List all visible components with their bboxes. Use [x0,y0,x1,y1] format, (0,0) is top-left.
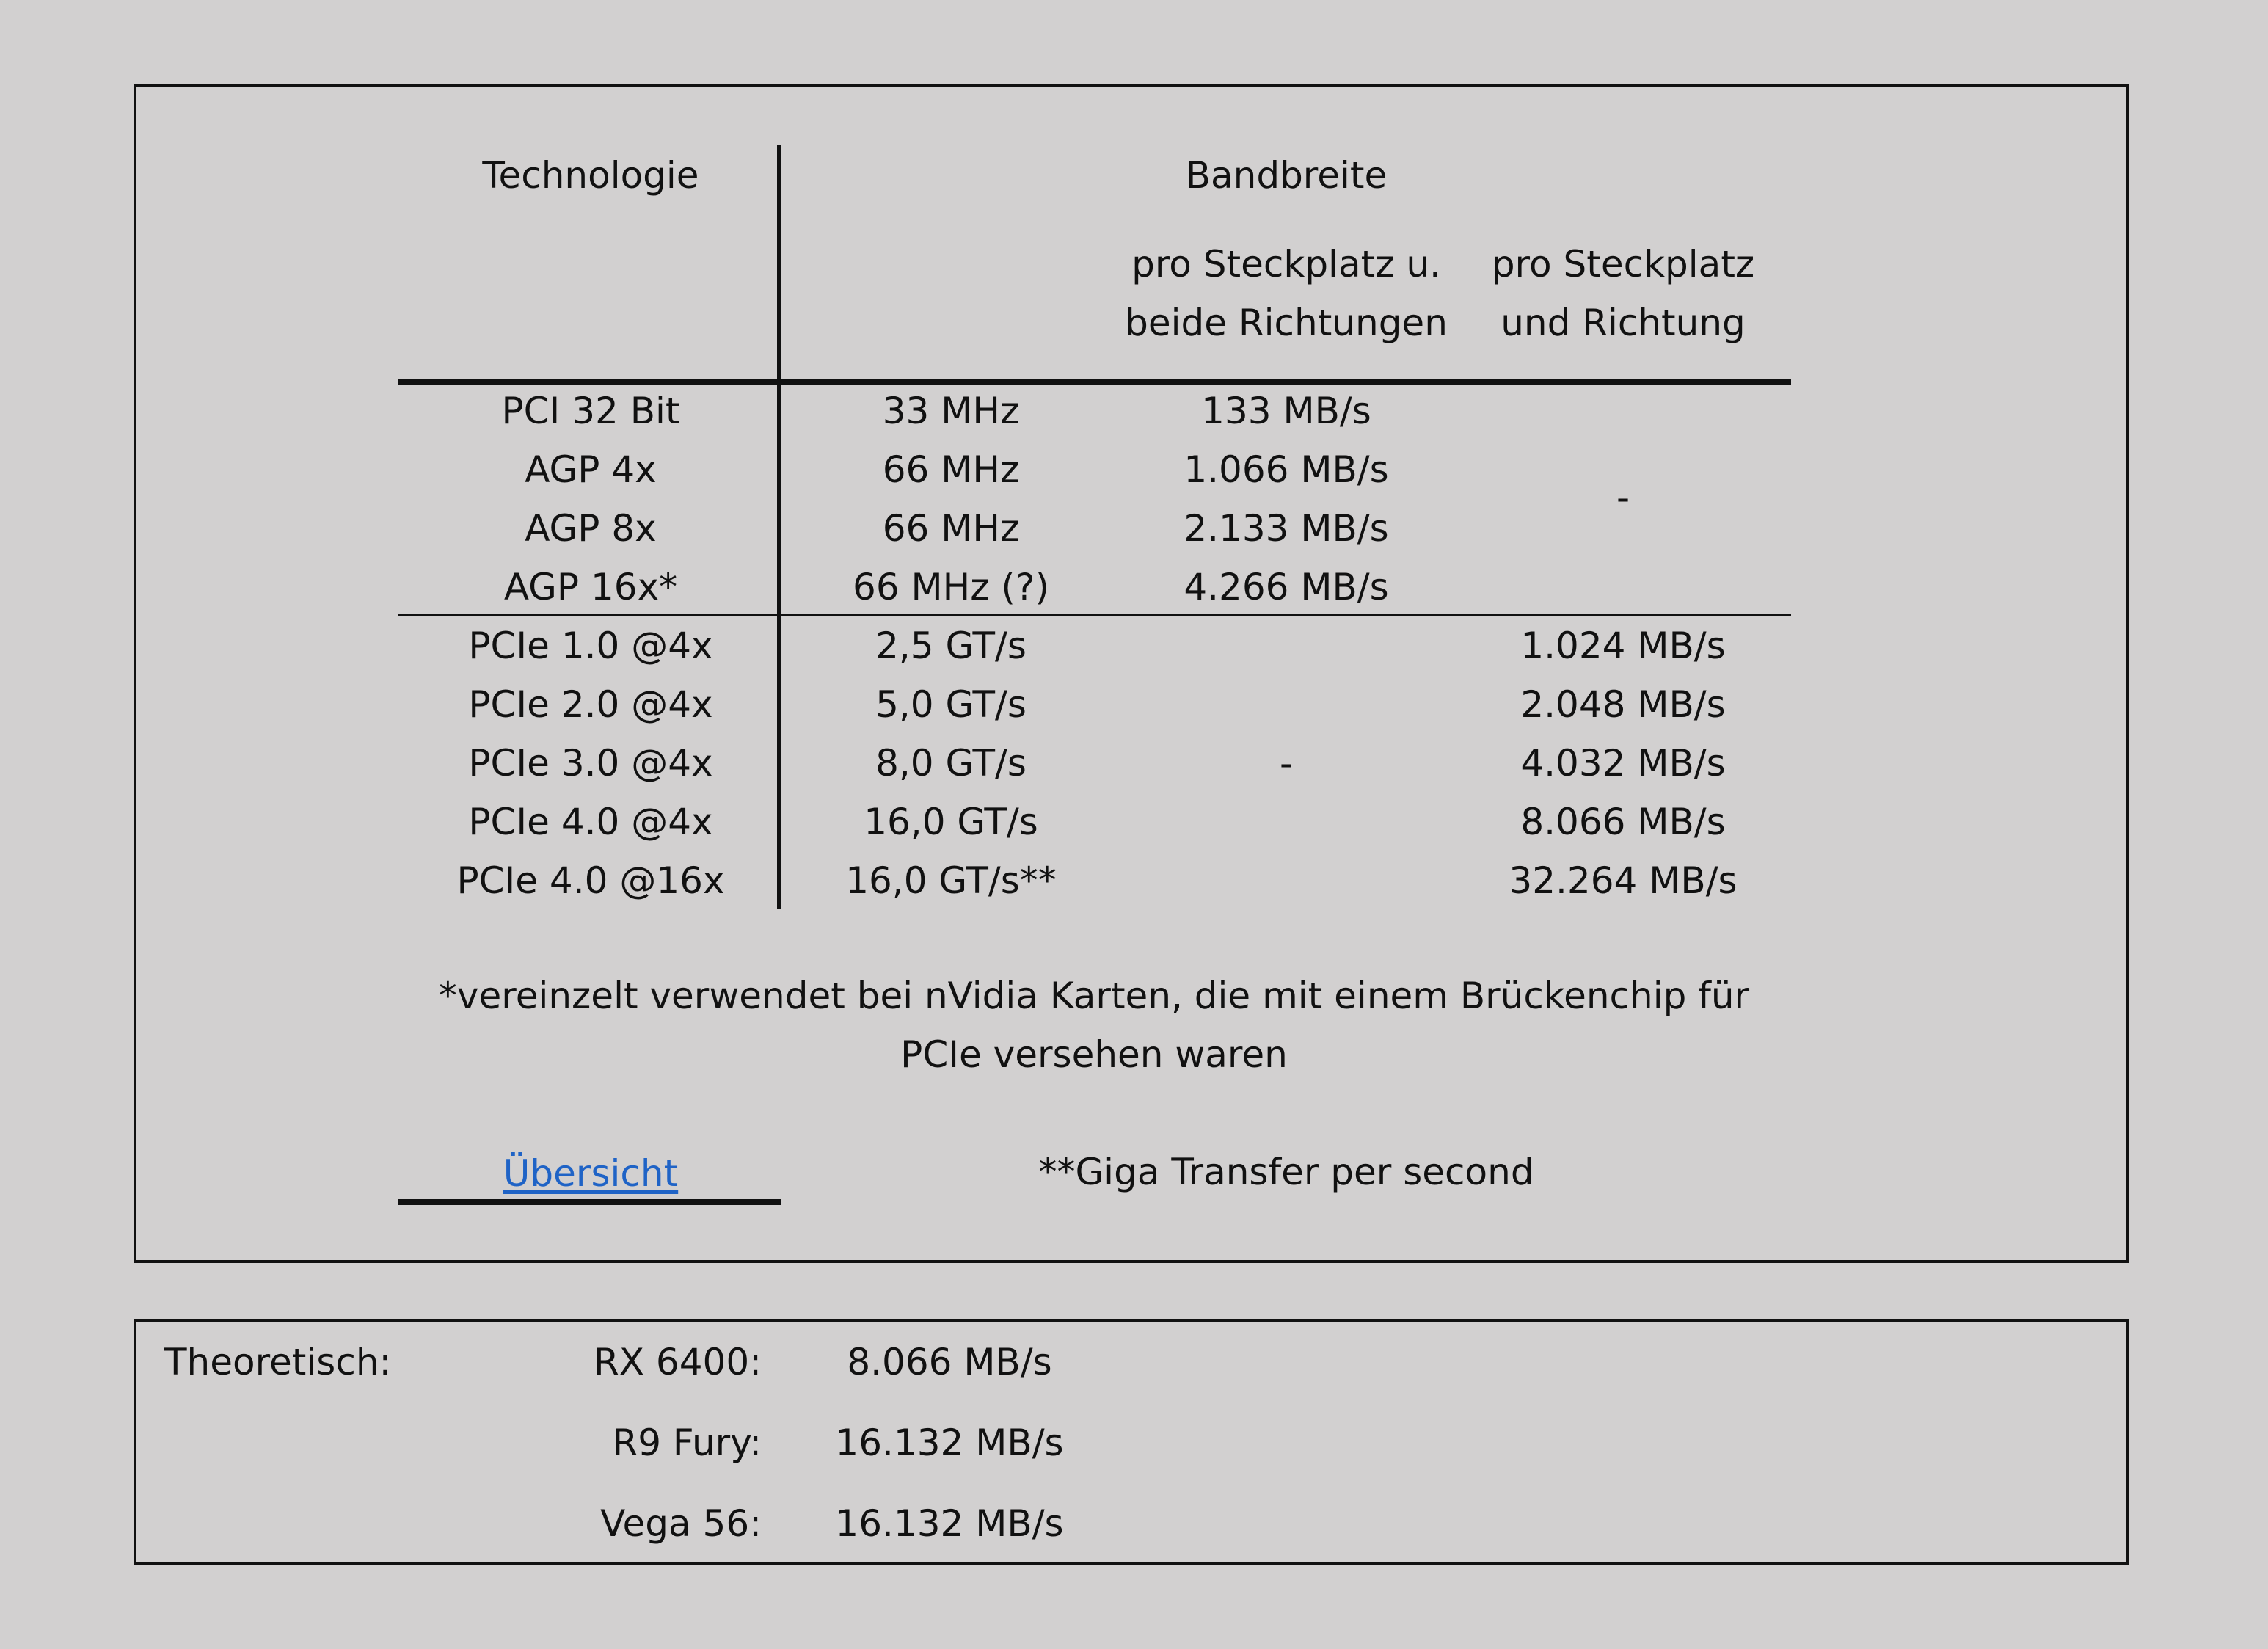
row-technology: PCIe 4.0 @16x [456,859,725,902]
footnote-nvidia-line2: PCIe versehen waren [900,1033,1288,1076]
footnote-giga-transfer: **Giga Transfer per second [1038,1151,1534,1193]
row-bandwidth-one: 1.024 MB/s [1520,625,1726,667]
row-bandwidth-both: 133 MB/s [1201,390,1371,432]
row-technology: AGP 4x [525,448,657,491]
header-technologie: Technologie [482,154,699,197]
header-bandbreite: Bandbreite [1185,154,1388,197]
theoretical-label: Theoretisch: [164,1341,392,1383]
row-clock: 5,0 GT/s [875,683,1027,726]
row-technology: PCI 32 Bit [501,390,680,432]
row-bandwidth-both: 1.066 MB/s [1184,448,1389,491]
footnote-nvidia-line1: *vereinzelt verwendet bei nVidia Karten, die mit einem Brückenchip für [438,975,1750,1017]
row-clock: 66 MHz (?) [853,566,1049,608]
row-clock: 16,0 GT/s** [845,859,1057,902]
theoretical-value: 8.066 MB/s [847,1341,1052,1383]
overview-link[interactable] [503,1144,678,1203]
row-technology: PCIe 3.0 @4x [468,742,713,785]
row-technology: AGP 8x [525,507,657,550]
row-technology: PCIe 4.0 @4x [468,801,713,843]
row-clock: 2,5 GT/s [875,625,1027,667]
row-bandwidth-one: 32.264 MB/s [1509,859,1738,902]
row-clock: 66 MHz [882,448,1020,491]
theoretical-box [134,1319,2129,1565]
row-bandwidth-both: 2.133 MB/s [1184,507,1389,550]
row-clock: 16,0 GT/s [864,801,1038,843]
row-bandwidth-both: 4.266 MB/s [1184,566,1389,608]
vertical-divider [777,145,781,909]
row-bandwidth-one: 8.066 MB/s [1520,801,1726,843]
row-clock: 33 MHz [882,390,1020,432]
theoretical-value: 16.132 MB/s [835,1502,1064,1545]
row-bandwidth-one: 2.048 MB/s [1520,683,1726,726]
row-technology: AGP 16x* [503,566,678,608]
subheader-one-direction-line2: und Richtung [1501,302,1746,344]
subheader-one-direction-line1: pro Steckplatz [1491,243,1755,285]
theoretical-card: R9 Fury: [612,1422,762,1464]
agp-no-per-direction-dash: - [1616,476,1630,519]
row-technology: PCIe 1.0 @4x [468,625,713,667]
row-bandwidth-one: 4.032 MB/s [1520,742,1726,785]
subheader-both-directions-line2: beide Richtungen [1125,302,1448,344]
overview-underline-rule [398,1199,781,1205]
theoretical-card: RX 6400: [594,1341,762,1383]
row-clock: 8,0 GT/s [875,742,1027,785]
overview-link-text[interactable]: Übersicht [503,1152,679,1195]
pcie-no-both-directions-dash: - [1279,742,1294,785]
row-technology: PCIe 2.0 @4x [468,683,713,726]
subheader-both-directions-line1: pro Steckplatz u. [1131,243,1441,285]
row-clock: 66 MHz [882,507,1020,550]
theoretical-card: Vega 56: [600,1502,762,1545]
theoretical-value: 16.132 MB/s [835,1422,1064,1464]
